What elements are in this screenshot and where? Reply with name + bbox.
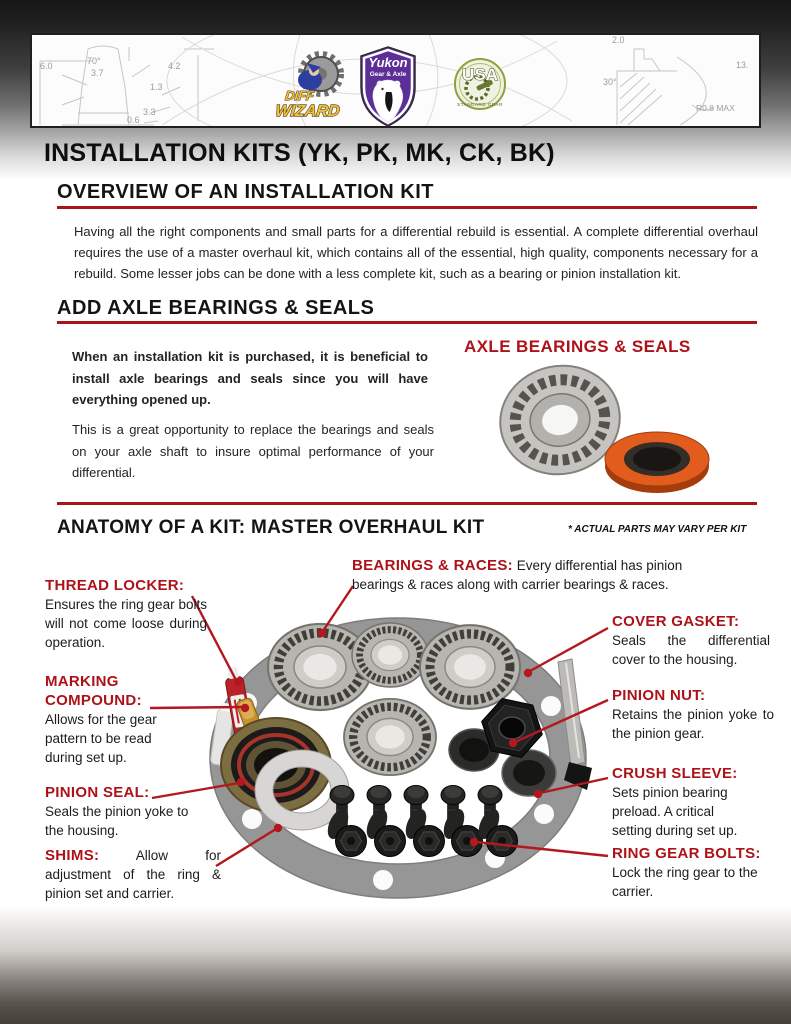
- dim-label: R0.8 MAX: [696, 103, 735, 113]
- diff-wizard-logo: [274, 50, 354, 124]
- callout-cover-gasket: [612, 612, 770, 669]
- dim-label: 0.6: [127, 115, 140, 125]
- section-divider: [57, 206, 757, 209]
- axle-paragraph: This is a great opportunity to replace the bearings and seals on your axle shaft to insure optimal performance of your differential.: [72, 422, 434, 480]
- axle-bearing-seal-photo: [452, 356, 737, 496]
- axle-bold-paragraph: When an installation kit is purchased, it is beneficial to install axle bearings and seals since you will have everything opened up.: [72, 349, 428, 407]
- callout-label: MARKING COMPOUND:: [45, 673, 142, 709]
- dim-label: 1.3: [150, 82, 163, 92]
- dim-label: 4.2: [168, 61, 181, 71]
- callout-label: SHIMS:: [45, 847, 100, 864]
- ring-gear-bolts-part: [324, 786, 518, 857]
- dim-label: 3.7: [91, 68, 104, 78]
- callout-marking-compound: [45, 672, 185, 767]
- dim-label: 70°: [87, 56, 101, 66]
- callout-crush-sleeve: [612, 764, 757, 840]
- standard-gear-text: STANDARD GEAR: [457, 102, 503, 107]
- callout-thread-locker: [45, 576, 207, 652]
- pinion-bearing-2: [352, 623, 428, 687]
- callout-text: Ensures the ring gear bolts will not come loose during operation.: [45, 597, 207, 650]
- callout-text: Every differential has pinion bearings & races along with carrier bearings & races.: [352, 558, 683, 592]
- callout-pinion-seal: [45, 783, 195, 840]
- callout-label: PINION NUT:: [612, 687, 706, 704]
- callout-label: RING GEAR BOLTS:: [612, 845, 761, 862]
- dim-label: 13.: [736, 60, 749, 70]
- carrier-bearing-1: [420, 625, 520, 709]
- dim-label: 3.3: [143, 107, 156, 117]
- section-divider: [57, 321, 757, 324]
- diff-wizard-text: DIFF: [284, 88, 315, 103]
- callout-shims: [45, 846, 221, 903]
- dim-label: 30°: [603, 77, 617, 87]
- callout-text: Allows for the gear pattern to be read during set up.: [45, 712, 157, 765]
- callout-label: BEARINGS & RACES:: [352, 557, 513, 574]
- axle-image-label: AXLE BEARINGS & SEALS: [464, 337, 691, 356]
- section-divider: [57, 502, 757, 505]
- callout-text: Allow for adjustment of the ring & pinion set and carrier.: [45, 848, 221, 901]
- callout-text: Retains the pinion yoke to the pinion gear.: [612, 707, 774, 741]
- callout-pinion-nut: [612, 686, 774, 743]
- callout-bearings-races: [352, 556, 692, 594]
- anatomy-heading: ANATOMY OF A KIT: MASTER OVERHAUL KIT: [57, 517, 485, 538]
- usa-standard-gear-logo: [450, 57, 510, 115]
- carrier-bearing-2: [344, 699, 436, 775]
- callout-text: Lock the ring gear to the carrier.: [612, 865, 758, 899]
- dim-label: 2.0: [612, 35, 625, 45]
- axle-section-heading: ADD AXLE BEARINGS & SEALS: [57, 297, 375, 319]
- yukon-text: Yukon: [368, 55, 408, 70]
- brand-banner: [30, 33, 761, 128]
- parts-vary-note: * ACTUAL PARTS MAY VARY PER KIT: [568, 523, 747, 535]
- usa-text: USA: [462, 65, 498, 84]
- diff-wizard-text: WIZARD: [274, 102, 341, 120]
- callout-text: Sets pinion bearing preload. A critical setting during set up.: [612, 785, 738, 838]
- callout-label: PINION SEAL:: [45, 784, 150, 801]
- callout-text: Seals the pinion yoke to the housing.: [45, 804, 189, 838]
- callout-label: CRUSH SLEEVE:: [612, 765, 738, 782]
- callout-text: Seals the differential cover to the housing.: [612, 633, 770, 667]
- crush-sleeve-part: [502, 750, 556, 796]
- callout-label: THREAD LOCKER:: [45, 577, 185, 594]
- axle-seal: [605, 432, 709, 493]
- yukon-gear-axle-logo: [356, 45, 420, 129]
- master-overhaul-kit-figure: [0, 552, 791, 952]
- yukon-subtext: Gear & Axle: [369, 71, 407, 78]
- callout-ring-gear-bolts: [612, 844, 780, 901]
- callout-label: COVER GASKET:: [612, 613, 740, 630]
- dim-label: 6.0: [40, 61, 53, 71]
- page-title: INSTALLATION KITS (YK, PK, MK, CK, BK): [44, 139, 555, 167]
- overview-paragraph: Having all the right components and small parts for a differential rebuild is essential. A complete differential overhaul requires the use of a master overhaul kit, which contains all of the essential, high quality, components necessary for a rebuild. Some lesser jobs can be done with a less complete kit, such as a bearing or pinion installation kit.: [74, 224, 758, 281]
- overview-heading: OVERVIEW OF AN INSTALLATION KIT: [57, 181, 434, 203]
